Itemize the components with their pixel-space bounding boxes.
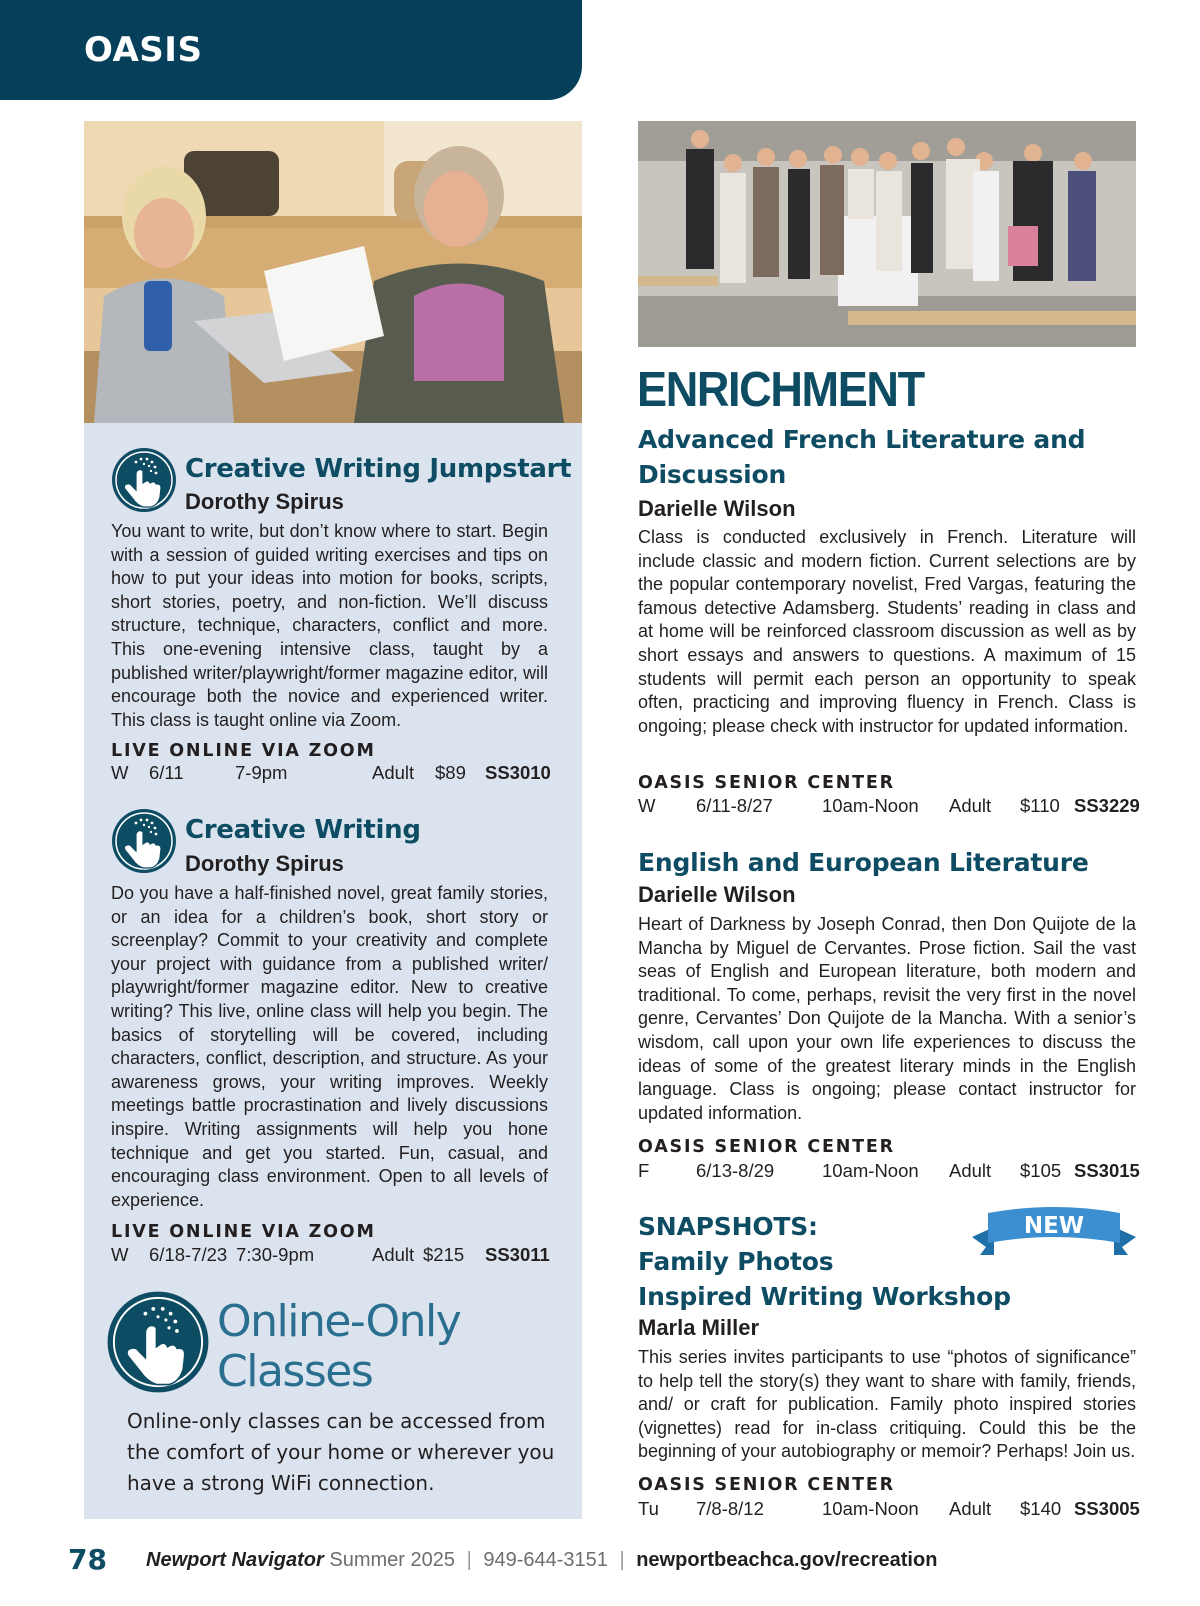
schedule-dates: 6/13-8/29 — [696, 1160, 775, 1181]
course-code: SS3015 — [1074, 1160, 1140, 1181]
schedule-day: W — [111, 762, 129, 783]
page-number: 78 — [68, 1543, 107, 1576]
hand-pointer-icon — [111, 808, 177, 874]
new-badge-label: NEW — [1023, 1213, 1085, 1239]
schedule-age: Adult — [949, 1160, 992, 1181]
writing-class-photo-illustration — [84, 121, 582, 423]
publication-season: Summer 2025 — [329, 1549, 455, 1571]
course-title: Creative Writing Jumpstart — [185, 454, 572, 484]
course-location: LIVE ONLINE VIA ZOOM — [111, 741, 376, 761]
course-code: SS3229 — [1074, 795, 1140, 816]
course-location: OASIS SENIOR CENTER — [638, 773, 895, 793]
schedule-age: Adult — [372, 1244, 415, 1265]
writing-class-photo — [84, 121, 582, 423]
hand-pointer-icon — [106, 1290, 210, 1394]
enrichment-group-photo — [638, 121, 1136, 347]
course-location: LIVE ONLINE VIA ZOOM — [111, 1222, 376, 1242]
online-only-heading-line1: Online-Only — [217, 1296, 461, 1347]
course-code: SS3011 — [485, 1244, 550, 1265]
course-title — [638, 1209, 1011, 1314]
course-instructor: Darielle Wilson — [638, 496, 796, 521]
section-header-tab — [0, 0, 582, 100]
course-location: OASIS SENIOR CENTER — [638, 1475, 895, 1495]
online-only-body: Online-only classes can be accessed from the comfort of your home or wherever you have a strong WiFi connection. — [127, 1409, 555, 1495]
schedule-fee: $89 — [435, 762, 466, 783]
course-code: SS3005 — [1074, 1498, 1140, 1519]
course-title-line1: Advanced French Literature and — [638, 425, 1086, 454]
course-instructor: Darielle Wilson — [638, 882, 796, 907]
schedule-age: Adult — [949, 1498, 992, 1519]
course-description: Do you have a half-finished novel, great family stories, or an idea for a children’s book, short story or screenplay? Commit to your creativity and complete your project with guidance from a published writer/ playwright/former magazine editor. New to creative writing? This live, online class will help you begin. The basics of storytelling will be covered, including characters, conflict, description, and structure. As your awareness grows, your writing improves. Weekly meetings battle procrastination and lively discussions inspire. Writing assignments will help you hone technique and get you started. Fun, casual, and encouraging class environment. Open to all levels of experience. — [111, 883, 548, 1210]
schedule-dates: 6/11-8/27 — [696, 795, 773, 816]
course-description: Heart of Darkness by Joseph Conrad, then Don Quijote de la Mancha by Miguel de Cervantes. Prose fiction. Sail the vast seas of English and European literature, both modern and traditional. To come, perhaps, revisit the very first in the novel genre, Cervantes’ Don Quijote de la Mancha. With a senior’s wisdom, call upon your own life experiences to discuss the ideas of some of the greatest literary minds in the English language. Class is ongoing; please contact instructor for updated information. — [638, 914, 1136, 1123]
schedule-day: W — [111, 1244, 129, 1265]
schedule-dates: 6/18-7/23 — [149, 1244, 228, 1265]
schedule-fee: $215 — [423, 1244, 465, 1265]
course-instructor: Dorothy Spirus — [185, 851, 344, 876]
course-instructor: Dorothy Spirus — [185, 489, 344, 514]
schedule-age: Adult — [372, 762, 415, 783]
course-code: SS3010 — [485, 762, 551, 783]
course-title-line2: Family Photos — [638, 1247, 834, 1276]
schedule-day: F — [638, 1160, 650, 1181]
publication-name: Newport Navigator — [146, 1549, 324, 1571]
schedule-day: W — [638, 795, 656, 816]
course-title — [638, 422, 1085, 492]
course-title-line2: Discussion — [638, 460, 787, 489]
course-description: Class is conducted exclusively in French. Literature will include classic and modern fiction. Current selections are by the popular contemporary novelist, Fred Vargas, featuring the famous detective Adamsberg. Students’ reading in class and at home will be reinforced classroom discussion as well as by short essays and answers to questions. A maximum of 15 students will permit each person an opportunity to speak often, practicing and improving fluency in French. Class is ongoing; please check with instructor for updated information. — [638, 527, 1136, 736]
course-title: Creative Writing — [185, 815, 421, 845]
website-link[interactable]: newportbeachca.gov/recreation — [636, 1549, 938, 1571]
course-title: English and European Literature — [638, 848, 1089, 877]
new-ribbon-badge — [972, 1203, 1136, 1259]
course-description: You want to write, but don’t know where to start. Begin with a session of guided writing exercises and tips on how to put your ideas into motion for books, scripts, short stories, poetry, and non-fiction. We’ll discuss structure, technique, characters, conflict and more. This one-evening intensive class, taught by a published writer/playwright/former magazine editor, will encourage both the novice and experienced writer. This class is taught online via Zoom. — [111, 521, 548, 730]
schedule-day: Tu — [638, 1498, 659, 1519]
schedule-fee: $140 — [1020, 1498, 1062, 1519]
schedule-fee: $105 — [1020, 1160, 1062, 1181]
schedule-time: 10am-Noon — [822, 795, 919, 816]
schedule-dates: 6/11 — [149, 762, 184, 783]
schedule-time: 7:30-9pm — [236, 1244, 315, 1265]
footer-separator: | — [619, 1549, 625, 1571]
online-only-heading — [217, 1297, 460, 1397]
footer-info — [146, 1549, 937, 1572]
schedule-age: Adult — [949, 795, 992, 816]
enrichment-group-photo-illustration — [638, 121, 1136, 347]
section-title: OASIS — [84, 30, 203, 70]
schedule-time: 10am-Noon — [822, 1160, 919, 1181]
section-heading-enrichment: ENRICHMENT — [637, 363, 924, 417]
schedule-time: 10am-Noon — [822, 1498, 919, 1519]
course-description: This series invites participants to use “photos of significance” to help tell the story(s) they want to share with family, friends, and/ or craft for publication. Family photo inspired stories (vignettes) read for in-class critiquing. Could this be the beginning of your autobiography or memoir? Perhaps! Join us. — [638, 1347, 1136, 1462]
phone-number: 949-644-3151 — [483, 1549, 608, 1571]
schedule-fee: $110 — [1020, 795, 1060, 816]
footer-separator: | — [466, 1549, 472, 1571]
schedule-dates: 7/8-8/12 — [696, 1498, 764, 1519]
course-location: OASIS SENIOR CENTER — [638, 1137, 895, 1157]
hand-pointer-icon — [111, 447, 177, 513]
course-title-line3: Inspired Writing Workshop — [638, 1282, 1011, 1311]
online-only-heading-line2: Classes — [217, 1346, 373, 1397]
course-instructor: Marla Miller — [638, 1315, 760, 1340]
schedule-time: 7-9pm — [235, 762, 288, 783]
course-title-line1: SNAPSHOTS: — [638, 1212, 818, 1241]
